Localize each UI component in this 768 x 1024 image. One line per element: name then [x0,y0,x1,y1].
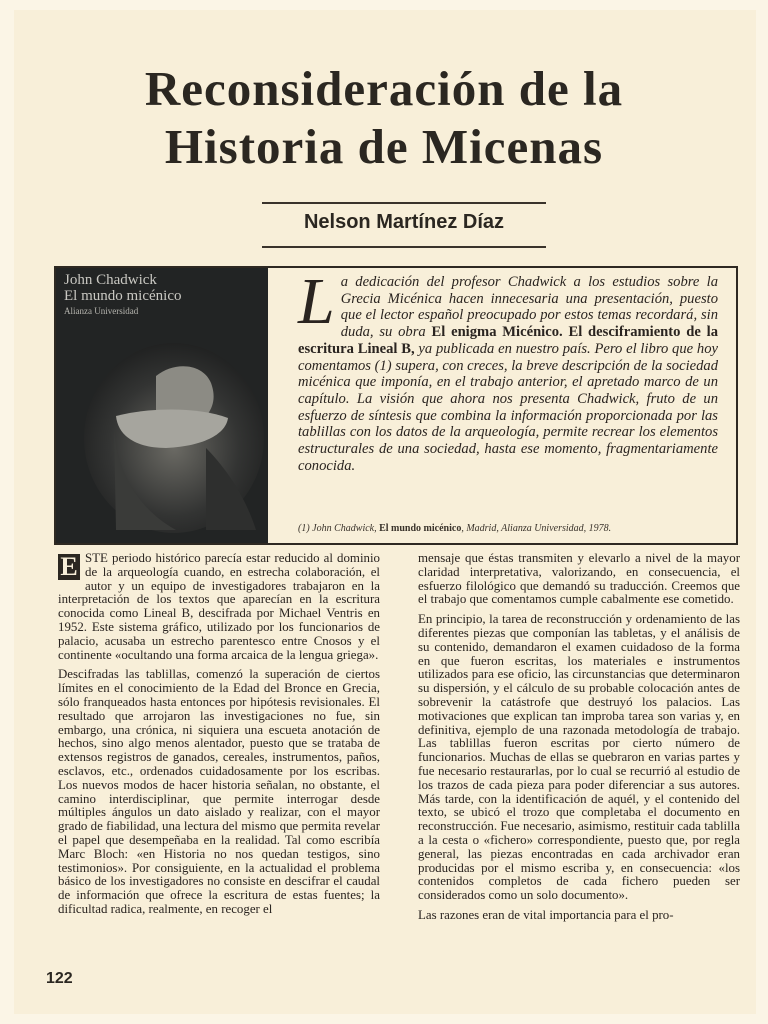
author-byline: Nelson Martínez Díaz [303,211,505,233]
title-line-1: Reconsideración de la [144,61,624,116]
left-paragraph-1 [58,552,380,662]
author-rule-top [262,202,546,204]
left-paragraph-1-text: STE periodo histórico parecía estar reducido al dominio de la arqueología cuando, en estrecha colaboración, el autor y un equipo de investigadores trabajaron en la interpretación de los textos que aparecían en la escritura conocida como Lineal B, descifrada por Michael Ventris en 1952. Este sistema gráfico, utilizado por los funcionarios de palacio, acusaba un estrecho parentesco entre Cnosos y el continente «ocultando una forma arcaica de la lengua griega». [58,551,380,662]
footnote [298,523,728,534]
book-cover [56,268,268,543]
right-paragraph-2: En principio, la tarea de reconstrucción y ordenamiento de las diferentes piezas que componían las tabletas, y el análisis de su contenido, demandaron el examen cuidadoso de la forma en que fueron escritas, los materiales e instrumentos utilizados para ese oficio, las circunstancias que determinaron su dispersión, y el cálculo de su probable colocación antes de sobrevenir la catástrofe que destruyó los palacios. Las motivaciones que explican tan improba tarea son varias y, en definitiva, ejemplo de una razonada metodología de trabajo. Las tablillas fueron escritas por cierto número de funcionarios. Muchas de ellas se quebraron en varias partes y fue necesario restaurarlas, por lo cual se recurrió al estudio de los trazos de cada pieza para poder diferenciar a sus autores. Más tarde, con la identificación de aquél, y el contenido del texto, se ubicó el trozo que completaba el documento en reconstrucción. Fue necesario, asimismo, restituir cada tablilla a la cesta o «fichero» correspondiente, puesto que, por regla general, las piezas encontradas en cada archivador eran producidas por el mismo escriba y, en consecuencia: «los contenidos completos de cada fichero pueden ser considerados como un solo documento». [418,612,740,903]
right-column [418,552,740,929]
footnote-suffix: , Madrid, Alianza Universidad, 1978. [461,523,612,534]
left-column [58,552,380,923]
footnote-prefix: (1) John Chadwick, [298,523,380,534]
author-rule-bottom [262,246,546,248]
body-drop-cap: E [58,554,80,580]
article-title [0,60,768,176]
cover-title: El mundo micénico [64,288,182,304]
title-line-2: Historia de Micenas [164,119,604,174]
page-number: 122 [46,970,73,987]
left-paragraph-2: Descifradas las tablillas, comenzó la superación de ciertos límites en el conocimiento de la Edad del Bronce en Grecia, sólo franqueados hasta entonces por hipótesis revisionales. El resultado que arrojaron las investigaciones no fue, sin embargo, una crónica, ni siquiera una escueta anotación de hechos, sino algo menos alentador, puesto que se trataba de extensos registros de ganados, cereales, instrumentos, paños, esclavos, etc., ordenados cuidadosamente por los escribas. Los nuevos modos de hacer historia señalan, no obstante, el camino interdisciplinar, que permite interrogar desde múltiples ángulos un dato aislado y realizar, con el mayor grado de fiabilidad, una lectura del mismo que permita revelar el papel que desempeñaba en la realidad. Tal como escribía Marc Bloch: «en Historia no nos quedan testigos, sino testimonios». Por consiguiente, en la actualidad el problema básico de los investigadores no consiste en descifrar el caudal de información que ofrece la escritura de estas fuentes; la dificultad radica, realmente, en recoger el [58,667,380,916]
intro-text [298,265,718,474]
intro-book-title: El enigma Micénico. El desciframiento de la escritura Lineal B, [298,324,718,357]
intro-part-2: ya publicada en nuestro país. Pero el libro que hoy comentamos (1) supera, con creces, la breve descripción de la sociedad micénica que imponía, en el trabajo anterior, el apretado marco de un capítulo. La visión que ahora nos presenta Chadwick, fruto de un esfuerzo de síntesis que combina la información proporcionada por las tablillas con los datos de la arqueología, permite recrear los elementos estructurales de una sociedad, hasta ese momento, fragmentariamente conocida. [298,340,718,474]
footnote-book: El mundo micénico [379,523,462,534]
cover-author: John Chadwick [64,272,157,288]
right-paragraph-3: Las razones eran de vital importancia para el pro- [418,907,674,922]
cover-publisher: Alianza Universidad [64,306,139,316]
right-paragraph-1: mensaje que éstas transmiten y elevarlo a nivel de la mayor claridad interpretativa, valorizando, en consecuencia, el esfuerzo filológico que demandó su traducción. Creemos que el trabajo que comentamos cumple cabalmente ese cometido. [418,551,740,607]
intro-part-1: a dedicación del profesor Chadwick a los estudios sobre la Grecia Micénica hacen innecesaria una presentación, puesto que el lector español preocupado por estos temas recordará, sin duda, su obra [340,274,718,341]
intro-drop-cap: L [298,265,335,338]
